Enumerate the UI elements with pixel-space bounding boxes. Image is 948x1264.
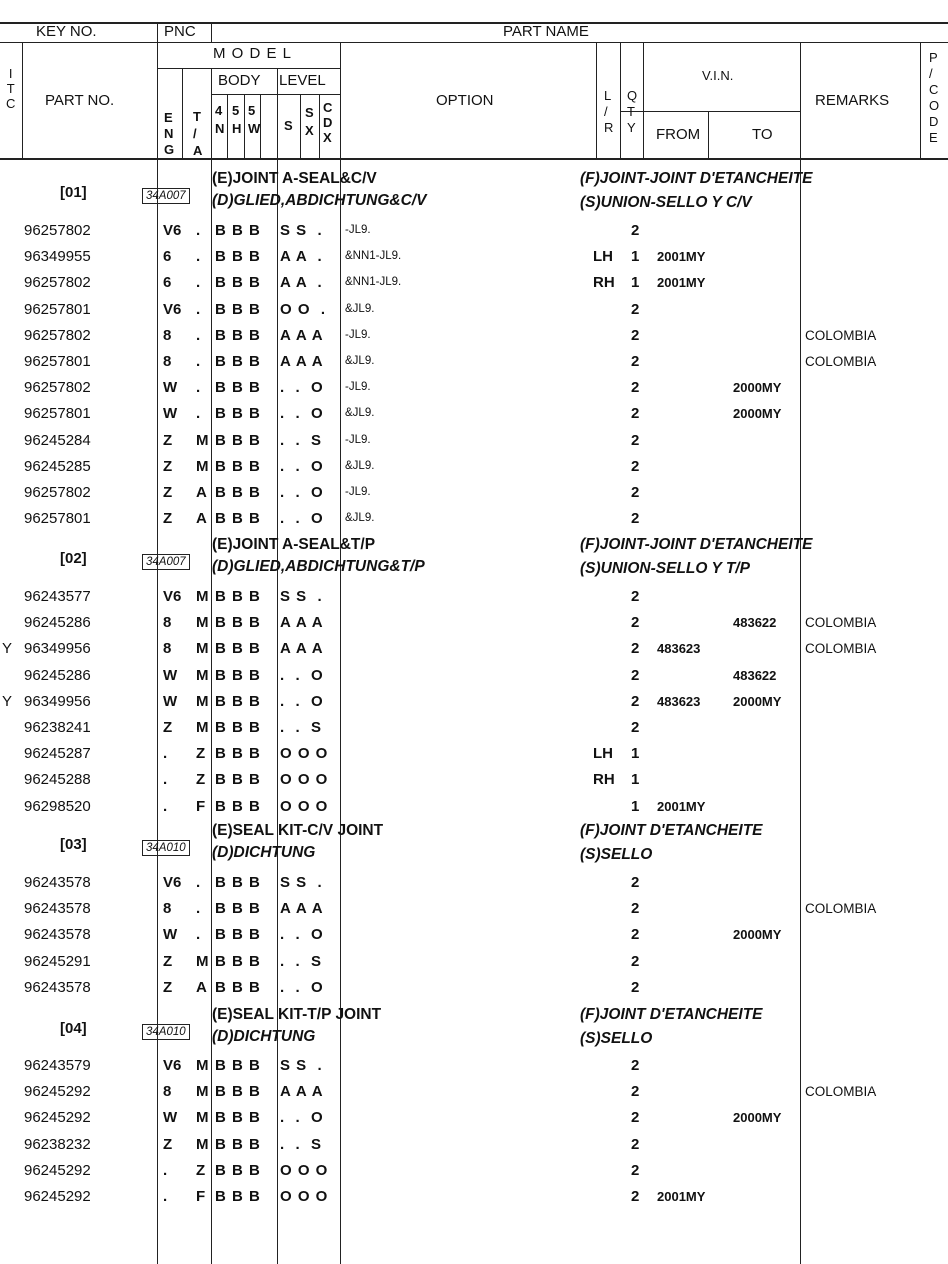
body-codes: B B B: [215, 874, 261, 891]
key-no-header: KEY NO.: [36, 23, 97, 40]
transaxle-code: A: [196, 484, 207, 501]
quantity: 1: [631, 745, 640, 763]
level-codes: O O O: [280, 745, 329, 763]
lr-side: RH: [593, 274, 615, 292]
transaxle-code: .: [196, 926, 201, 944]
vin-to: 483622: [733, 667, 777, 683]
transaxle-code: Z: [196, 745, 206, 763]
body-codes: B B B: [215, 1161, 261, 1179]
quantity: 2: [631, 1188, 640, 1205]
body-codes: B B B: [215, 692, 261, 710]
transaxle-code: M: [196, 1083, 209, 1101]
vin-to: 2000MY: [733, 406, 782, 422]
vin-to: 483622: [733, 615, 777, 631]
quantity: 2: [631, 484, 640, 501]
part-name-german: (D)DICHTUNG: [212, 1028, 316, 1045]
vin-from: 2001MY: [657, 249, 706, 265]
level-codes: O O O: [280, 1161, 329, 1179]
engine-code: 6: [163, 248, 172, 266]
quantity: 2: [631, 1083, 640, 1101]
vin-from-header: FROM: [656, 126, 701, 143]
part-number: 96245292: [24, 1109, 91, 1127]
part-name-german: (D)GLIED,ABDICHTUNG&C/V: [212, 192, 427, 209]
body-codes: B B B: [215, 326, 261, 344]
body-codes: B B B: [215, 274, 261, 292]
option-code: &NN1-JL9.: [345, 250, 402, 263]
part-name-spanish: (S)UNION-SELLO Y T/P: [580, 560, 750, 577]
part-number: 96245287: [24, 745, 91, 763]
part-number: 96238232: [24, 1135, 91, 1153]
vin-from: 2001MY: [657, 798, 706, 814]
part-name-english: (E)JOINT A-SEAL&T/P: [212, 536, 376, 553]
pnc-code: 34A010: [142, 840, 190, 856]
pcode-header: P / C O D E: [929, 50, 940, 145]
body-codes: B B B: [215, 510, 261, 528]
engine-code: Z: [163, 978, 173, 996]
part-number: 96257801: [24, 353, 91, 370]
engine-code: Z: [163, 719, 173, 736]
level-codes: O O O: [280, 1188, 329, 1205]
engine-code: V6: [163, 874, 182, 891]
option-code: -JL9.: [345, 486, 371, 498]
transaxle-code: M: [196, 457, 209, 475]
body-codes: B B B: [215, 978, 261, 996]
transaxle-code: M: [196, 692, 209, 710]
level-codes: A A A: [280, 640, 324, 658]
level-codes: O O .: [280, 300, 327, 318]
engine-code: W: [163, 379, 178, 397]
part-number: 96257802: [24, 274, 91, 292]
engine-code: Z: [163, 510, 173, 528]
vin-from: 2001MY: [657, 275, 706, 291]
transaxle-code: .: [196, 274, 201, 292]
quantity: 2: [631, 379, 640, 397]
vin-to: 2000MY: [733, 1110, 782, 1126]
part-name-french: (F)JOINT-JOINT D'ETANCHEITE: [580, 536, 813, 553]
key-number: [04]: [60, 1020, 87, 1037]
engine-code: .: [163, 1161, 168, 1179]
body-codes: B B B: [215, 1109, 261, 1127]
pnc-header: PNC: [164, 23, 196, 40]
engine-code: Z: [163, 484, 173, 501]
lr-side: LH: [593, 248, 613, 266]
engine-code: 6: [163, 274, 172, 292]
eng-header: E N G: [164, 110, 175, 157]
part-name-english: (E)SEAL KIT-T/P JOINT: [212, 1006, 382, 1023]
part-number: 96245285: [24, 457, 91, 475]
vin-from: 483623: [657, 693, 701, 709]
part-number: 96257802: [24, 484, 91, 501]
level-sx-header: S X: [305, 105, 314, 138]
quantity: 2: [631, 405, 640, 423]
body-codes: B B B: [215, 900, 261, 918]
part-number: 96245292: [24, 1188, 91, 1205]
quantity: 1: [631, 274, 640, 292]
part-number: 96245292: [24, 1083, 91, 1101]
option-code: &NN1-JL9.: [345, 276, 402, 289]
part-name-german: (D)GLIED,ABDICHTUNG&T/P: [212, 558, 425, 575]
quantity: 2: [631, 926, 640, 944]
body-codes: B B B: [215, 1188, 261, 1205]
engine-code: W: [163, 926, 178, 944]
option-code: &JL9.: [345, 407, 375, 420]
transaxle-code: .: [196, 379, 201, 397]
level-codes: A A A: [280, 353, 324, 370]
quantity: 2: [631, 353, 640, 370]
level-codes: A A A: [280, 1083, 324, 1101]
quantity: 2: [631, 1109, 640, 1127]
key-number: [03]: [60, 836, 87, 853]
transaxle-code: .: [196, 326, 201, 344]
body-codes: B B B: [215, 222, 261, 239]
engine-code: W: [163, 1109, 178, 1127]
part-number: 96245286: [24, 614, 91, 632]
transaxle-code: M: [196, 1057, 209, 1074]
quantity: 2: [631, 1135, 640, 1153]
transaxle-code: M: [196, 952, 209, 970]
level-codes: . . O: [280, 379, 324, 397]
engine-code: V6: [163, 588, 182, 605]
body-codes: B B B: [215, 614, 261, 632]
remarks: COLOMBIA: [805, 354, 877, 369]
transaxle-code: M: [196, 614, 209, 632]
transaxle-code: .: [196, 900, 201, 918]
engine-code: .: [163, 745, 168, 763]
level-codes: . . O: [280, 510, 324, 528]
lr-side: RH: [593, 771, 615, 789]
body-codes: B B B: [215, 1057, 261, 1074]
part-number: 96238241: [24, 719, 91, 736]
quantity: 2: [631, 326, 640, 344]
body-header: BODY: [218, 72, 261, 89]
body-4n-header: 4 N: [215, 103, 225, 136]
quantity: 2: [631, 952, 640, 970]
part-number: 96349956: [24, 640, 91, 658]
part-name-french: (F)JOINT D'ETANCHEITE: [580, 1006, 763, 1023]
quantity: 2: [631, 719, 640, 736]
quantity: 2: [631, 510, 640, 528]
part-number: 96243578: [24, 874, 91, 891]
part-number: 96245288: [24, 771, 91, 789]
transaxle-code: M: [196, 666, 209, 684]
pnc-code: 34A010: [142, 1024, 190, 1040]
part-name-german: (D)DICHTUNG: [212, 844, 316, 861]
part-number: 96349955: [24, 248, 91, 266]
level-codes: . . O: [280, 405, 324, 423]
level-codes: . . S: [280, 952, 323, 970]
transaxle-code: .: [196, 222, 201, 239]
body-codes: B B B: [215, 379, 261, 397]
option-code: &JL9.: [345, 512, 375, 525]
body-codes: B B B: [215, 1083, 261, 1101]
vin-to-header: TO: [752, 126, 773, 143]
pnc-code: 34A007: [142, 188, 190, 204]
transaxle-code: A: [196, 978, 207, 996]
body-codes: B B B: [215, 745, 261, 763]
part-number: 96245291: [24, 952, 91, 970]
quantity: 2: [631, 978, 640, 996]
level-codes: A A .: [280, 248, 323, 266]
part-number: 96257801: [24, 300, 91, 318]
part-name-french: (F)JOINT-JOINT D'ETANCHEITE: [580, 170, 813, 187]
part-name-french: (F)JOINT D'ETANCHEITE: [580, 822, 763, 839]
engine-code: W: [163, 666, 178, 684]
body-5w-header: 5 W: [248, 103, 261, 136]
level-codes: . . O: [280, 926, 324, 944]
level-codes: S S .: [280, 874, 323, 891]
body-codes: B B B: [215, 484, 261, 501]
option-code: &JL9.: [345, 355, 375, 367]
part-number: 96243578: [24, 900, 91, 918]
qty-header: Q T Y: [627, 88, 638, 135]
engine-code: Z: [163, 457, 173, 475]
body-codes: B B B: [215, 640, 261, 658]
quantity: 2: [631, 300, 640, 318]
part-number: 96243577: [24, 588, 91, 605]
engine-code: 8: [163, 1083, 172, 1101]
quantity: 2: [631, 900, 640, 918]
itc-flag: Y: [2, 692, 13, 710]
transaxle-code: M: [196, 588, 209, 605]
vin-to: 2000MY: [733, 693, 782, 709]
transaxle-code: .: [196, 874, 201, 891]
level-codes: O O O: [280, 797, 329, 815]
level-codes: A A A: [280, 614, 324, 632]
transaxle-code: A: [196, 510, 207, 528]
part-number: 96298520: [24, 797, 91, 815]
key-number: [01]: [60, 184, 87, 201]
level-codes: . . S: [280, 1135, 323, 1153]
quantity: 2: [631, 1161, 640, 1179]
transaxle-code: M: [196, 640, 209, 658]
level-header: LEVEL: [279, 72, 326, 89]
engine-code: 8: [163, 326, 172, 344]
itc-flag: Y: [2, 640, 13, 658]
quantity: 2: [631, 692, 640, 710]
part-number: 96257802: [24, 222, 91, 239]
quantity: 1: [631, 248, 640, 266]
quantity: 2: [631, 431, 640, 449]
part-number: 96245284: [24, 431, 91, 449]
part-number: 96243578: [24, 978, 91, 996]
level-codes: . . O: [280, 1109, 324, 1127]
level-codes: . . O: [280, 457, 324, 475]
level-codes: O O O: [280, 771, 329, 789]
itc-header: I T C: [6, 66, 16, 111]
level-codes: A A .: [280, 274, 323, 292]
body-codes: B B B: [215, 248, 261, 266]
part-number: 96257802: [24, 379, 91, 397]
engine-code: 8: [163, 614, 172, 632]
engine-code: .: [163, 1188, 168, 1205]
level-s-header: S: [284, 118, 293, 133]
quantity: 2: [631, 222, 640, 239]
option-code: -JL9.: [345, 328, 371, 341]
option-code: &JL9.: [345, 459, 375, 472]
part-number: 96349956: [24, 692, 91, 710]
quantity: 2: [631, 588, 640, 605]
level-codes: . . O: [280, 692, 324, 710]
engine-code: V6: [163, 300, 182, 318]
lr-header: L / R: [604, 88, 614, 135]
transaxle-code: M: [196, 1135, 209, 1153]
transaxle-code: F: [196, 1188, 206, 1205]
remarks: COLOMBIA: [805, 901, 877, 917]
transaxle-code: Z: [196, 1161, 206, 1179]
part-name-header: PART NAME: [503, 23, 589, 40]
engine-code: V6: [163, 222, 182, 239]
vin-header: V.I.N.: [702, 68, 734, 83]
part-name-spanish: (S)SELLO: [580, 1030, 653, 1047]
vin-to: 2000MY: [733, 927, 782, 943]
engine-code: .: [163, 797, 168, 815]
part-number: 96257801: [24, 405, 91, 423]
vin-from: 483623: [657, 641, 701, 657]
transaxle-code: F: [196, 797, 206, 815]
level-codes: . . S: [280, 431, 323, 449]
body-codes: B B B: [215, 353, 261, 370]
option-code: &JL9.: [345, 302, 375, 315]
vin-from: 2001MY: [657, 1189, 706, 1204]
engine-code: W: [163, 692, 178, 710]
level-codes: A A A: [280, 326, 324, 344]
part-no-header: PART NO.: [45, 92, 115, 109]
body-codes: B B B: [215, 588, 261, 605]
quantity: 2: [631, 640, 640, 658]
body-codes: B B B: [215, 1135, 261, 1153]
engine-code: Z: [163, 952, 173, 970]
transaxle-code: .: [196, 300, 201, 318]
remarks: COLOMBIA: [805, 641, 877, 657]
key-number: [02]: [60, 550, 87, 567]
body-codes: B B B: [215, 431, 261, 449]
transaxle-code: M: [196, 1109, 209, 1127]
quantity: 2: [631, 457, 640, 475]
part-name-english: (E)JOINT A-SEAL&C/V: [212, 170, 377, 187]
level-codes: A A A: [280, 900, 324, 918]
level-codes: S S .: [280, 222, 323, 239]
part-number: 96245286: [24, 666, 91, 684]
engine-code: 8: [163, 353, 172, 370]
model-header: M O D E L: [213, 45, 293, 62]
body-codes: B B B: [215, 457, 261, 475]
level-codes: . . O: [280, 666, 324, 684]
body-codes: B B B: [215, 952, 261, 970]
part-number: 96257802: [24, 326, 91, 344]
body-codes: B B B: [215, 300, 261, 318]
transaxle-code: .: [196, 405, 201, 423]
engine-code: 8: [163, 640, 172, 658]
pnc-code: 34A007: [142, 554, 190, 570]
engine-code: 8: [163, 900, 172, 918]
part-name-spanish: (S)SELLO: [580, 846, 653, 863]
remarks: COLOMBIA: [805, 1084, 877, 1100]
ta-header: T / A: [193, 109, 203, 158]
transaxle-code: M: [196, 431, 209, 449]
level-codes: . . S: [280, 719, 323, 736]
part-name-spanish: (S)UNION-SELLO Y C/V: [580, 194, 752, 211]
engine-code: Z: [163, 1135, 173, 1153]
transaxle-code: Z: [196, 771, 206, 789]
option-code: -JL9.: [345, 224, 371, 236]
transaxle-code: .: [196, 248, 201, 266]
part-number: 96245292: [24, 1161, 91, 1179]
lr-side: LH: [593, 745, 613, 763]
vin-to: 2000MY: [733, 380, 782, 396]
option-code: -JL9.: [345, 433, 371, 446]
quantity: 2: [631, 666, 640, 684]
engine-code: .: [163, 771, 168, 789]
body-codes: B B B: [215, 666, 261, 684]
option-header: OPTION: [436, 92, 494, 109]
remarks: COLOMBIA: [805, 327, 877, 343]
part-number: 96243578: [24, 926, 91, 944]
level-cdx-header: C D X: [323, 100, 333, 145]
quantity: 2: [631, 614, 640, 632]
body-5h-header: 5 H: [232, 103, 242, 136]
quantity: 1: [631, 797, 640, 815]
engine-code: W: [163, 405, 178, 423]
quantity: 1: [631, 771, 640, 789]
remarks: COLOMBIA: [805, 615, 877, 631]
part-number: 96243579: [24, 1057, 91, 1074]
transaxle-code: .: [196, 353, 201, 370]
engine-code: Z: [163, 431, 173, 449]
level-codes: S S .: [280, 588, 323, 605]
body-codes: B B B: [215, 771, 261, 789]
body-codes: B B B: [215, 719, 261, 736]
body-codes: B B B: [215, 405, 261, 423]
engine-code: V6: [163, 1057, 182, 1074]
transaxle-code: M: [196, 719, 209, 736]
part-name-english: (E)SEAL KIT-C/V JOINT: [212, 822, 384, 839]
level-codes: . . O: [280, 484, 324, 501]
quantity: 2: [631, 874, 640, 891]
body-codes: B B B: [215, 797, 261, 815]
level-codes: . . O: [280, 978, 324, 996]
option-code: -JL9.: [345, 381, 371, 394]
level-codes: S S .: [280, 1057, 323, 1074]
part-number: 96257801: [24, 510, 91, 528]
quantity: 2: [631, 1057, 640, 1074]
body-codes: B B B: [215, 926, 261, 944]
remarks-header: REMARKS: [815, 92, 890, 109]
